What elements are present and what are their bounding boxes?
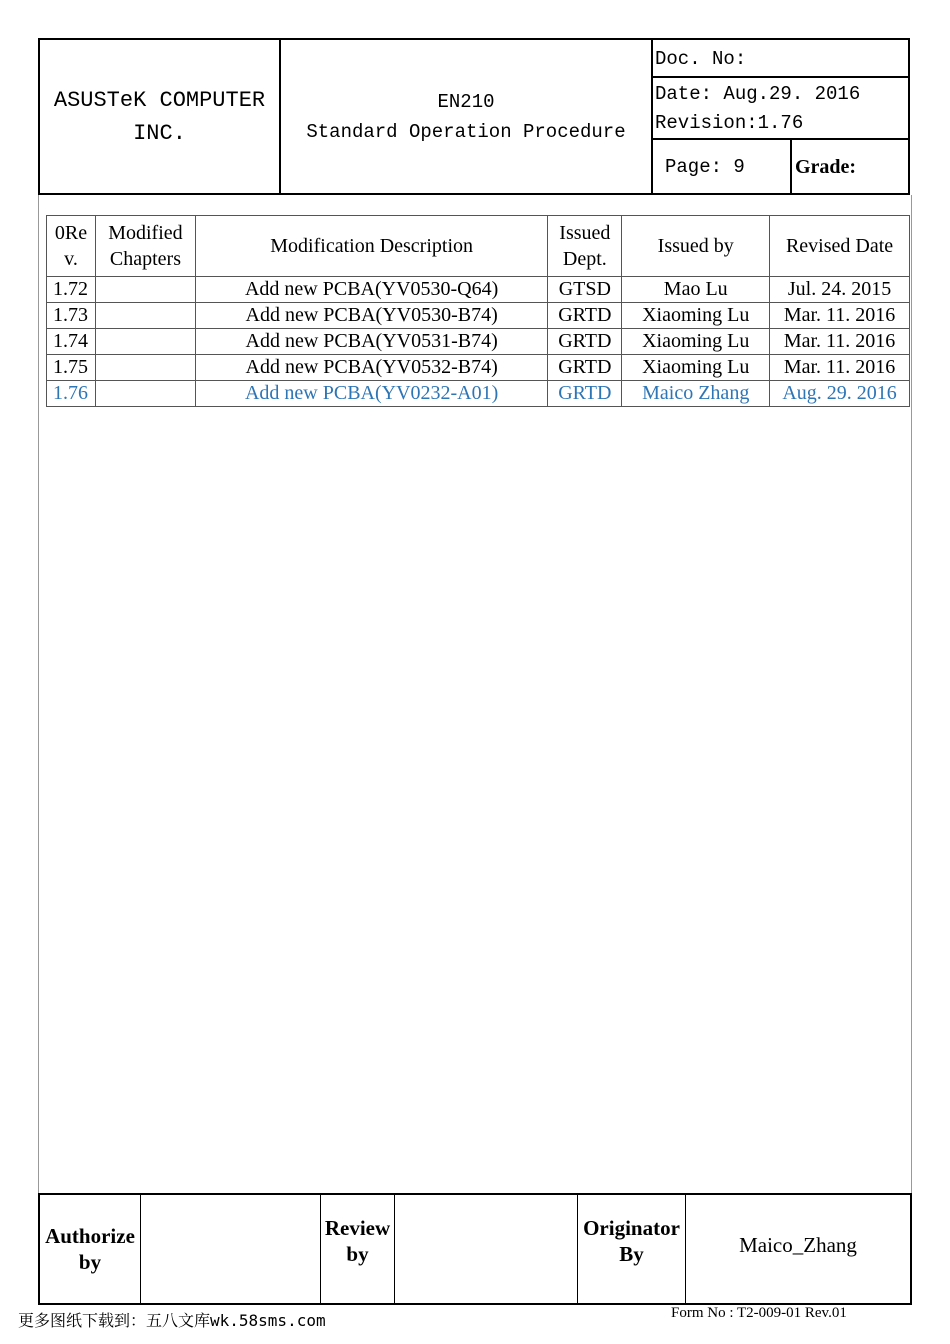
document-title	[281, 40, 653, 193]
col-issued-by: Issued by	[622, 216, 770, 277]
cell-dept: GRTD	[548, 355, 622, 381]
table-row	[47, 329, 910, 355]
col-revised-date: Revised Date	[770, 216, 910, 277]
originator-name: Maico_Zhang	[739, 1232, 857, 1257]
document-header	[38, 38, 910, 195]
cell-date: Mar. 11. 2016	[770, 303, 910, 329]
doc-date: Date: Aug.29. 2016	[655, 83, 861, 105]
company-name-line2: INC.	[133, 120, 186, 146]
col-rev: 0Re v.	[47, 216, 96, 277]
cell-rev: 1.74	[47, 329, 96, 355]
download-note: 更多图纸下载到：五八文库wk.58sms.com	[18, 1311, 326, 1330]
cell-issued-by: Maico Zhang	[622, 381, 770, 407]
cell-chapters	[95, 329, 195, 355]
table-row-current	[47, 381, 910, 407]
date-revision	[653, 78, 910, 140]
authorize-signature	[141, 1195, 321, 1303]
cell-dept: GRTD	[548, 329, 622, 355]
col-modified-chapters: Modified Chapters	[95, 216, 195, 277]
cell-issued-by: Xiaoming Lu	[622, 355, 770, 381]
doc-no: Doc. No:	[653, 40, 910, 78]
col-issued-dept: Issued Dept.	[548, 216, 622, 277]
cell-description: Add new PCBA(YV0530-B74)	[195, 303, 547, 329]
cell-description: Add new PCBA(YV0530-Q64)	[195, 277, 547, 303]
table-header-row	[47, 216, 910, 277]
cell-rev: 1.72	[47, 277, 96, 303]
document-title-line1: EN210	[437, 90, 495, 113]
cell-issued-by: Xiaoming Lu	[622, 329, 770, 355]
cell-dept: GTSD	[548, 277, 622, 303]
originator-label: Originator By	[578, 1195, 686, 1303]
company-name-line1: ASUSTeK COMPUTER	[53, 87, 266, 113]
cell-dept: GRTD	[548, 381, 622, 407]
authorize-label: Authorize by	[40, 1195, 141, 1303]
doc-revision: Revision:1.76	[655, 112, 804, 134]
cell-chapters	[95, 381, 195, 407]
company-name	[40, 40, 281, 193]
cell-rev: 1.76	[47, 381, 96, 407]
page-grade	[653, 140, 910, 195]
cell-description: Add new PCBA(YV0232-A01)	[195, 381, 547, 407]
cell-chapters	[95, 355, 195, 381]
cell-description: Add new PCBA(YV0532-B74)	[195, 355, 547, 381]
cell-description: Add new PCBA(YV0531-B74)	[195, 329, 547, 355]
cell-dept: GRTD	[548, 303, 622, 329]
review-label: Review by	[321, 1195, 395, 1303]
cell-chapters	[95, 303, 195, 329]
review-signature	[395, 1195, 578, 1303]
table-row	[47, 277, 910, 303]
table-row	[47, 303, 910, 329]
page-number: Page: 9	[665, 156, 745, 178]
cell-rev: 1.73	[47, 303, 96, 329]
cell-date: Jul. 24. 2015	[770, 277, 910, 303]
cell-rev: 1.75	[47, 355, 96, 381]
approval-block	[38, 1193, 912, 1305]
revision-history-table	[46, 215, 910, 407]
cell-chapters	[95, 277, 195, 303]
cell-date: Mar. 11. 2016	[770, 355, 910, 381]
document-meta	[653, 40, 910, 193]
cell-issued-by: Mao Lu	[622, 277, 770, 303]
cell-date: Aug. 29. 2016	[770, 381, 910, 407]
cell-date: Mar. 11. 2016	[770, 329, 910, 355]
cell-issued-by: Xiaoming Lu	[622, 303, 770, 329]
table-row	[47, 355, 910, 381]
document-title-line2: Standard Operation Procedure	[306, 120, 626, 143]
form-number: Form No : T2-009-01 Rev.01	[671, 1305, 847, 1321]
grade: Grade:	[790, 140, 856, 195]
col-description: Modification Description	[195, 216, 547, 277]
